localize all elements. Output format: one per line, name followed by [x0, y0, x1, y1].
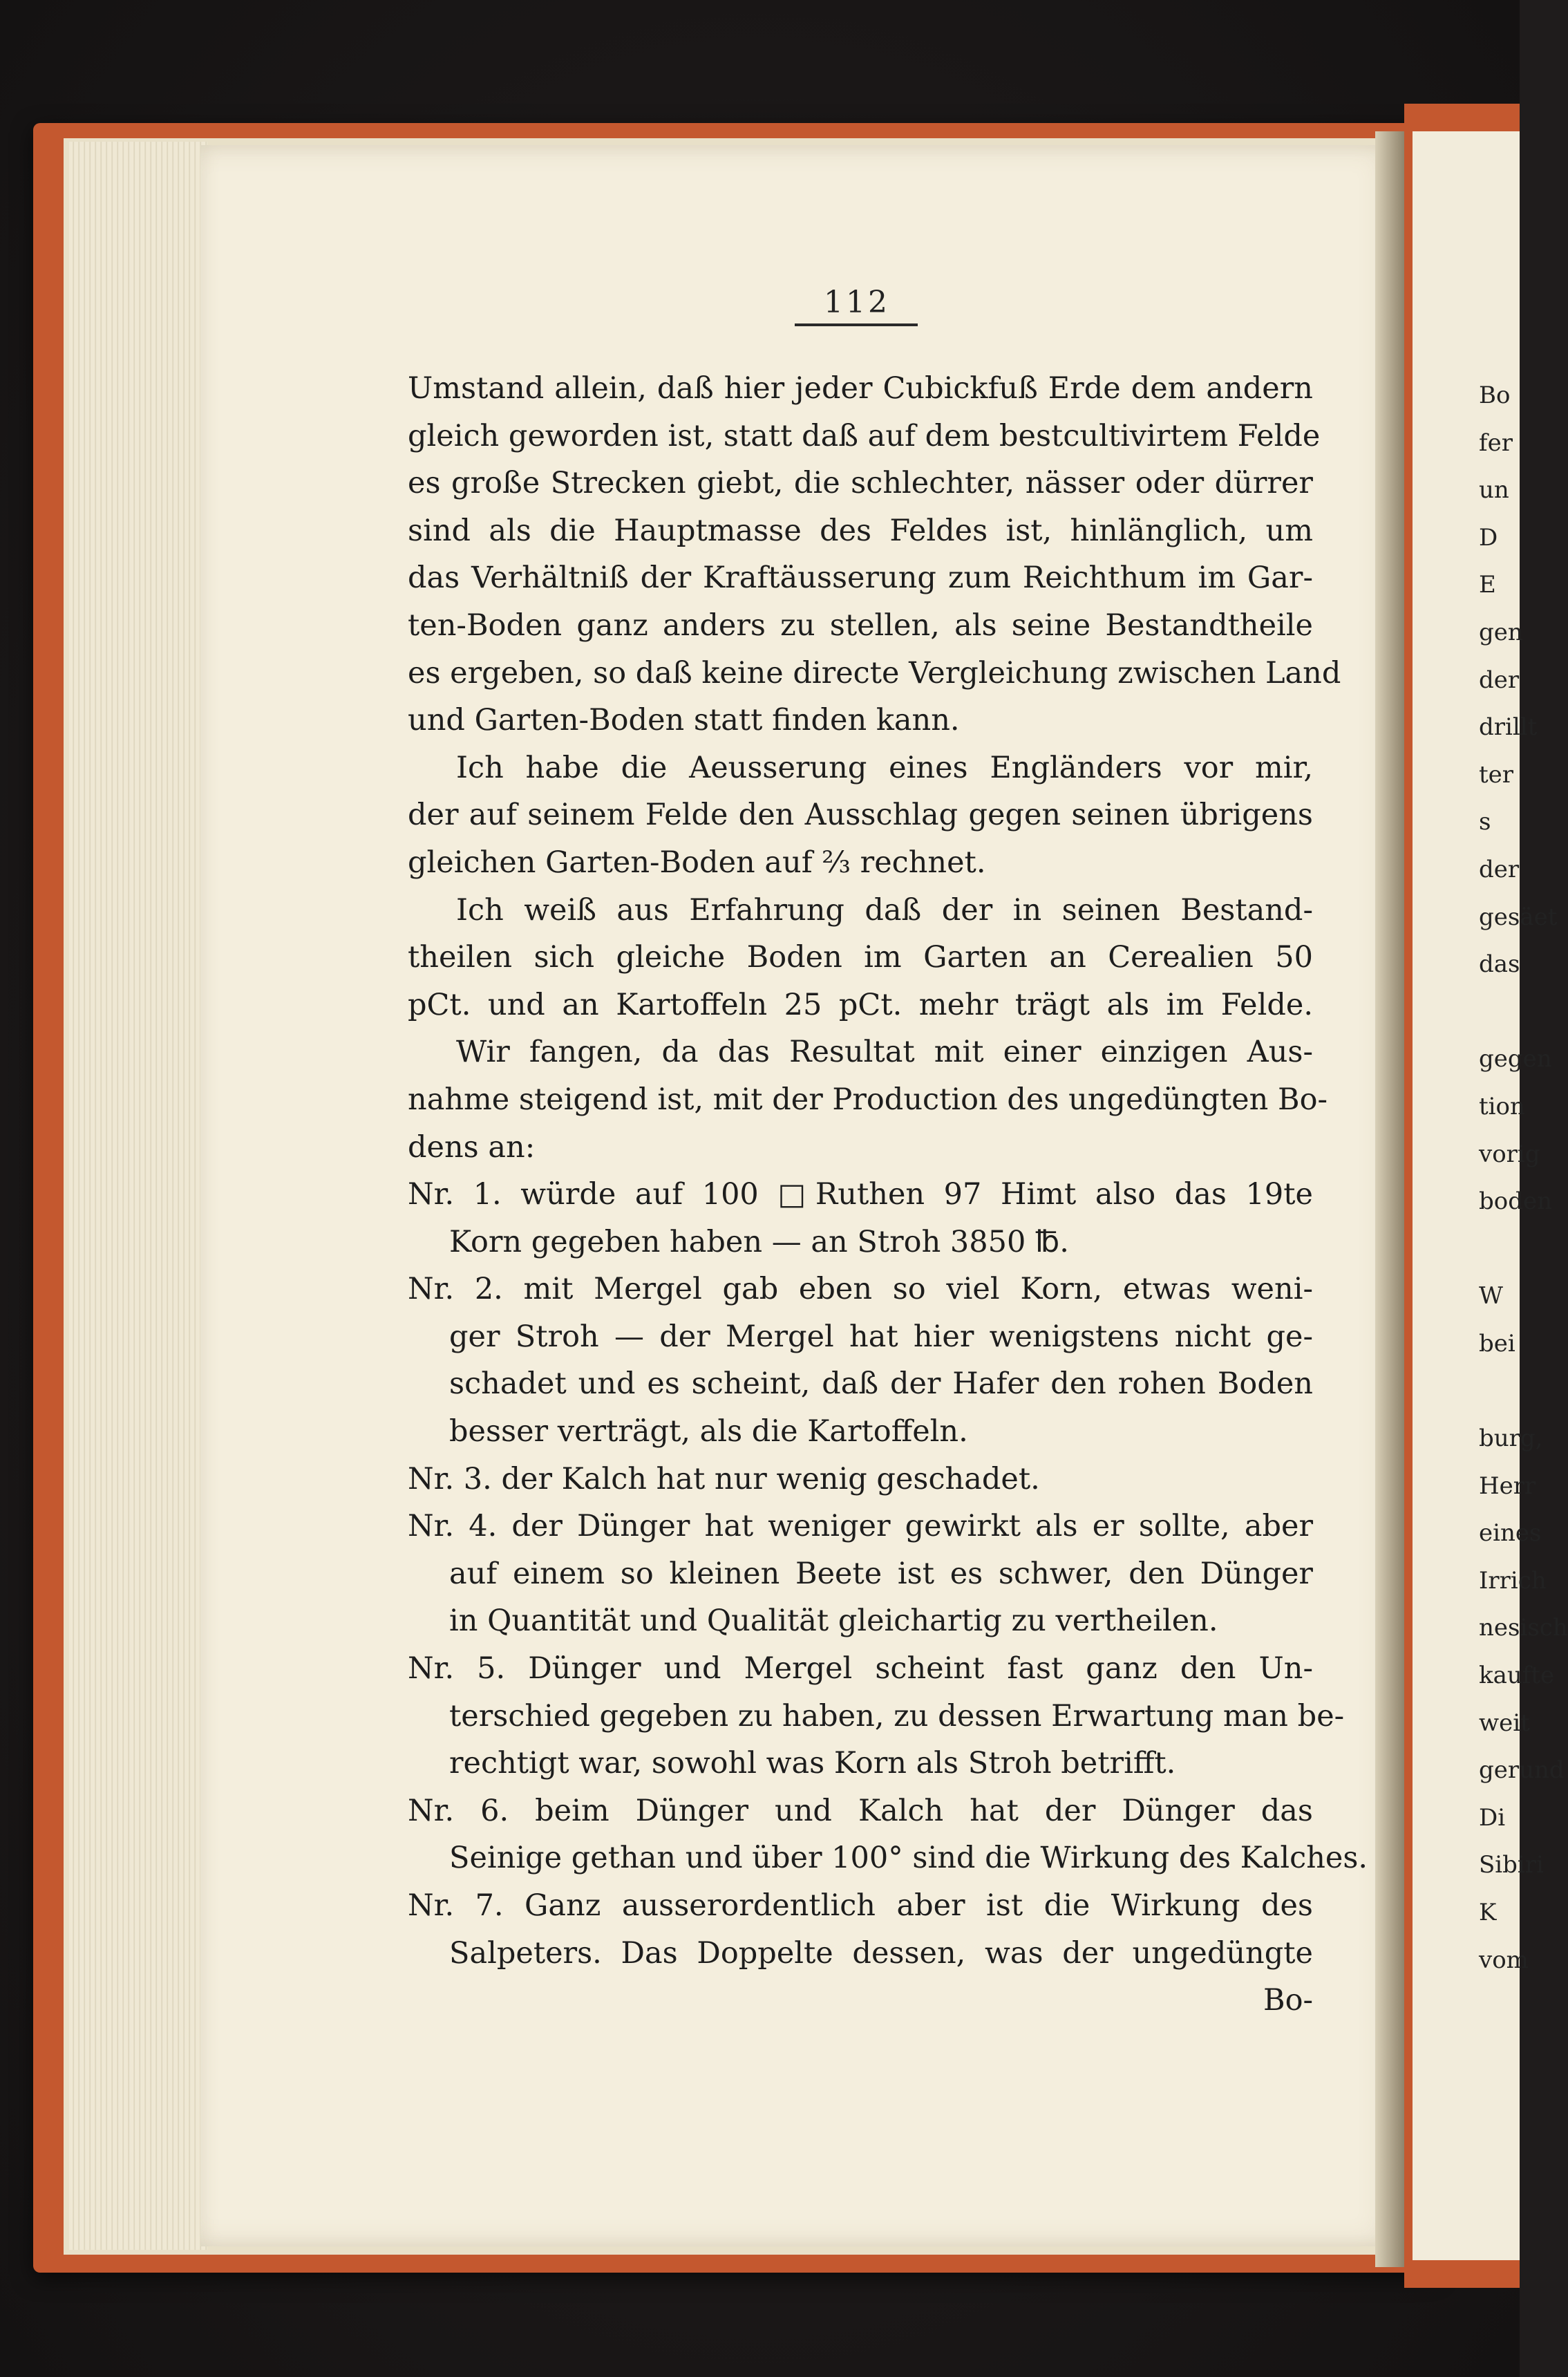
body-text [408, 365, 1368, 2024]
text-line: es große Strecken giebt, die schlechter, nässer oder dürrer [408, 466, 1313, 501]
facing-text-fragment: burg, [1479, 1425, 1543, 1453]
facing-text-fragment: gen [1479, 618, 1523, 646]
text-line: Salpeters. Das Doppelte dessen, was der ungedüngte [449, 1935, 1313, 1971]
facing-text-fragment: W [1479, 1282, 1503, 1310]
text-line: Nr. 2. mit Mergel gab eben so viel Korn, etwas weni- [408, 1272, 1313, 1307]
text-line: ger Stroh — der Mergel hat hier wenigstens nicht ge- [449, 1319, 1313, 1354]
facing-text-fragment: drillt [1479, 713, 1538, 742]
text-line: Nr. 5. Dünger und Mergel scheint fast ganz den Un- [408, 1651, 1313, 1687]
facing-text-fragment: nesisch [1479, 1614, 1568, 1642]
facing-text-fragment: fer [1479, 429, 1513, 457]
facing-text-fragment: Bo [1479, 382, 1511, 409]
text-line: Wir fangen, da das Resultat mit einer einzigen Aus- [456, 1035, 1313, 1070]
facing-text-fragment: E [1479, 571, 1496, 599]
book-gutter [1375, 131, 1406, 2267]
facing-text-fragment: D [1479, 523, 1498, 552]
page-edges [69, 142, 207, 2250]
facing-text-fragment: weit [1479, 1709, 1530, 1737]
header-rule [795, 323, 918, 326]
text-line: Ich habe die Aeusserung eines Engländers vor mir, [456, 750, 1313, 785]
text-line: Nr. 3. der Kalch hat nur wenig geschadet. [408, 1461, 1040, 1496]
text-line: das Verhältniß der Kraftäusserung zum Reichthum im Gar- [408, 561, 1313, 596]
facing-text-fragment: der [1479, 855, 1520, 883]
facing-text-fragment: Sibiri [1479, 1851, 1544, 1879]
text-line: und Garten-Boden statt finden kann. [408, 703, 960, 738]
facing-text-fragment: Di [1479, 1803, 1506, 1832]
facing-text-fragment: ter [1479, 760, 1514, 789]
page-number: 112 [824, 285, 890, 320]
text-line: Nr. 6. beim Dünger und Kalch hat der Dünger das [408, 1793, 1313, 1828]
facing-text-fragment: gesäet [1479, 903, 1558, 931]
facing-text-fragment: kaufte [1479, 1662, 1555, 1690]
facing-text-fragment: bei [1479, 1329, 1515, 1357]
text-line: Seinige gethan und über 100° sind die Wirkung des Kalches. [449, 1841, 1368, 1876]
text-line: ten-Boden ganz anders zu stellen, als seine Bestandtheile [408, 608, 1313, 643]
text-line: Ich weiß aus Erfahrung daß der in seinen Bestand- [456, 892, 1313, 928]
text-line: dens an: [408, 1129, 536, 1165]
facing-text-fragment: Irrich [1479, 1566, 1547, 1595]
text-line: gleich geworden ist, statt daß auf dem bestcultivirtem Felde [408, 418, 1321, 453]
text-line: in Quantität und Qualität gleichartig zu vertheilen. [449, 1604, 1218, 1639]
facing-text-fragment: boden [1479, 1187, 1553, 1216]
facing-text-fragment: vom [1479, 1946, 1529, 1974]
text-line: theilen sich gleiche Boden im Garten an Cerealien 50 [408, 940, 1313, 975]
facing-text-fragment: eines [1479, 1519, 1542, 1548]
text-line: Nr. 1. würde auf 100 □Ruthen 97 Himt also das 19te [408, 1177, 1313, 1212]
text-line: auf einem so kleinen Beete ist es schwer, den Dünger [449, 1556, 1313, 1591]
text-line: nahme steigend ist, mit der Production des ungedüngten Bo- [408, 1082, 1328, 1117]
facing-text-fragment: der [1479, 666, 1520, 694]
text-line: Korn gegeben haben — an Stroh 3850 ℔. [449, 1224, 1069, 1259]
facing-text-fragment [1479, 988, 1520, 1036]
text-line: schadet und es scheint, daß der Hafer den rohen Boden [449, 1366, 1313, 1402]
text-line: pCt. und an Kartoffeln 25 pCt. mehr trägt als im Felde. [408, 987, 1313, 1022]
text-line: Nr. 4. der Dünger hat weniger gewirkt als er sollte, aber [408, 1509, 1313, 1544]
text-line: gleichen Garten-Boden auf ⅔ rechnet. [408, 845, 986, 880]
text-line: terschied gegeben zu haben, zu dessen Erwartung man be- [449, 1698, 1345, 1734]
text-line: der auf seinem Felde den Ausschlag gegen seinen übrigens [408, 798, 1313, 833]
facing-text-fragment [1479, 1225, 1520, 1273]
facing-text-fragment: tion [1479, 1092, 1525, 1120]
facing-page-text [1479, 372, 1568, 1984]
text-line: besser verträgt, als die Kartoffeln. [449, 1414, 968, 1449]
facing-text-fragment: vorig [1479, 1140, 1540, 1168]
facing-text-fragment [1479, 1367, 1520, 1415]
text-line: Umstand allein, daß hier jeder Cubickfuß Erde dem andern [408, 371, 1313, 406]
text-line: Nr. 7. Ganz ausserordentlich aber ist die Wirkung des [408, 1888, 1313, 1923]
facing-text-fragment: Herr [1479, 1472, 1536, 1500]
facing-text-fragment: das [1479, 950, 1520, 979]
text-line: es ergeben, so daß keine directe Vergleichung zwischen Land [408, 655, 1341, 690]
facing-text-fragment: K [1479, 1899, 1497, 1926]
facing-text-fragment: s [1479, 808, 1491, 836]
facing-text-fragment: un [1479, 476, 1509, 505]
text-line: rechtigt war, sowohl was Korn als Stroh betrifft. [449, 1746, 1176, 1781]
facing-text-fragment: gerund [1479, 1756, 1565, 1785]
text-line: sind als die Hauptmasse des Feldes ist, hinlänglich, um [408, 513, 1313, 548]
facing-text-fragment: gegen [1479, 1045, 1552, 1073]
catchword: Bo- [1263, 1983, 1313, 2018]
